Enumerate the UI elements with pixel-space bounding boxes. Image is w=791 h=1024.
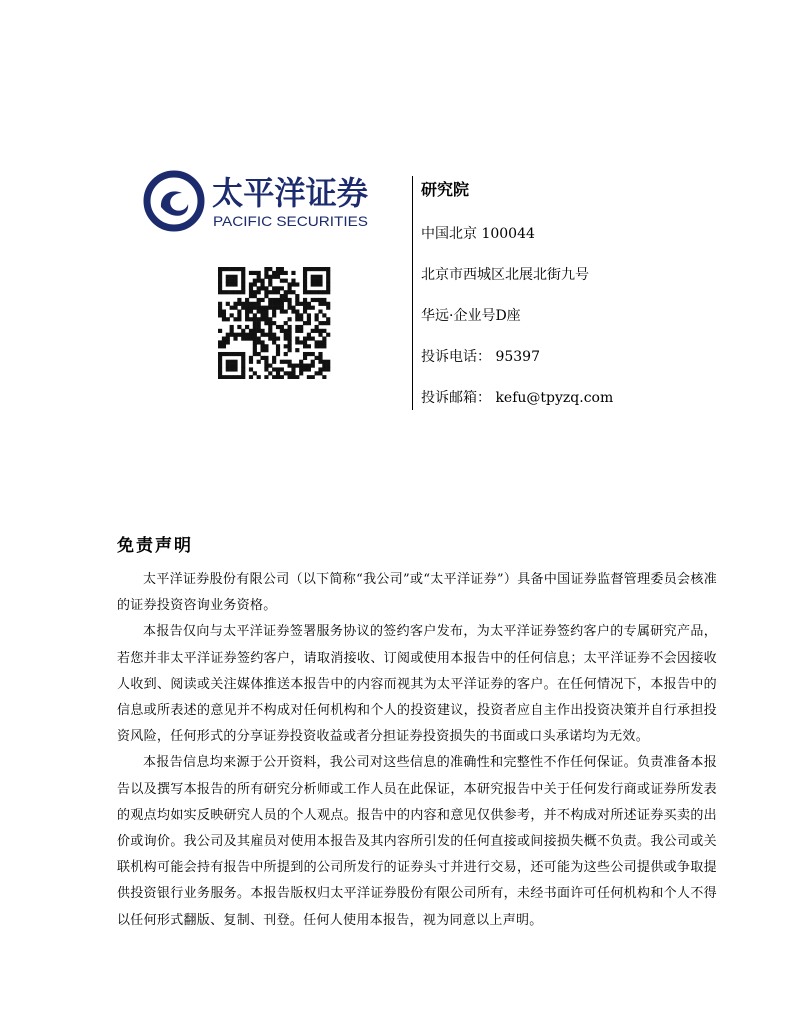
disclaimer-heading: 免责声明: [117, 536, 193, 556]
qr-code: [218, 267, 332, 379]
contact-email: 投诉邮箱： kefu@tpyzq.com: [421, 390, 614, 406]
disclaimer-paragraph: 本报告仅向与太平洋证券签署服务协议的签约客户发布，为太平洋证券签约客户的专属研究产品，若您并非太平洋证券签约客户，请取消接收、订阅或使用本报告中的任何信息；太平洋证券不会因接收人收到、阅读或关注媒体推送本报告中的内容而视其为太平洋证券的客户。在任何情况下，本报告中的信息或所表述的意见并不构成对任何机构和个人的投资建议，投资者应自主作出投资决策并自行承担投资风险，任何形式的分享证券投资收益或者分担证券投资损失的书面或口头承诺均为无效。: [117, 624, 717, 745]
contact-city: 中国北京 100044: [421, 226, 535, 242]
contact-address: 北京市西城区北展北街九号: [421, 267, 589, 283]
contact-building: 华远·企业号D座: [421, 308, 521, 324]
pacific-securities-logo: [116, 141, 376, 256]
brand-name-en: PACIFIC SECURITIES: [213, 213, 368, 229]
disclaimer-section: [117, 533, 717, 934]
divider-line: [412, 176, 413, 410]
contact-phone: 投诉电话： 95397: [421, 349, 540, 365]
contact-title: 研究院: [421, 180, 470, 199]
disclaimer-paragraph: 本报告信息均来源于公开资料，我公司对这些信息的准确性和完整性不作任何保证。负责准备本报告以及撰写本报告的所有研究分析师或工作人员在此保证，本研究报告中关于任何发行商或证券所发表的观点均如实反映研究人员的个人观点。报告中的内容和意见仅供参考，并不构成对所述证券买卖的出价或询价。我公司及其雇员对使用本报告及其内容所引发的任何直接或间接损失概不负责。我公司或关联机构可能会持有报告中所提到的公司所发行的证券头寸并进行交易，还可能为这些公司提供或争取提供投资银行业务服务。本报告版权归太平洋证券股份有限公司所有，未经书面许可任何机构和个人不得以任何形式翻版、复制、刊登。任何人使用本报告，视为同意以上声明。: [117, 755, 717, 928]
brand-name-cn: 太平洋证券: [212, 174, 368, 212]
disclaimer-paragraph: 太平洋证券股份有限公司（以下简称“我公司”或“太平洋证券”）具备中国证券监督管理委员会核准的证券投资咨询业务资格。: [117, 572, 717, 614]
